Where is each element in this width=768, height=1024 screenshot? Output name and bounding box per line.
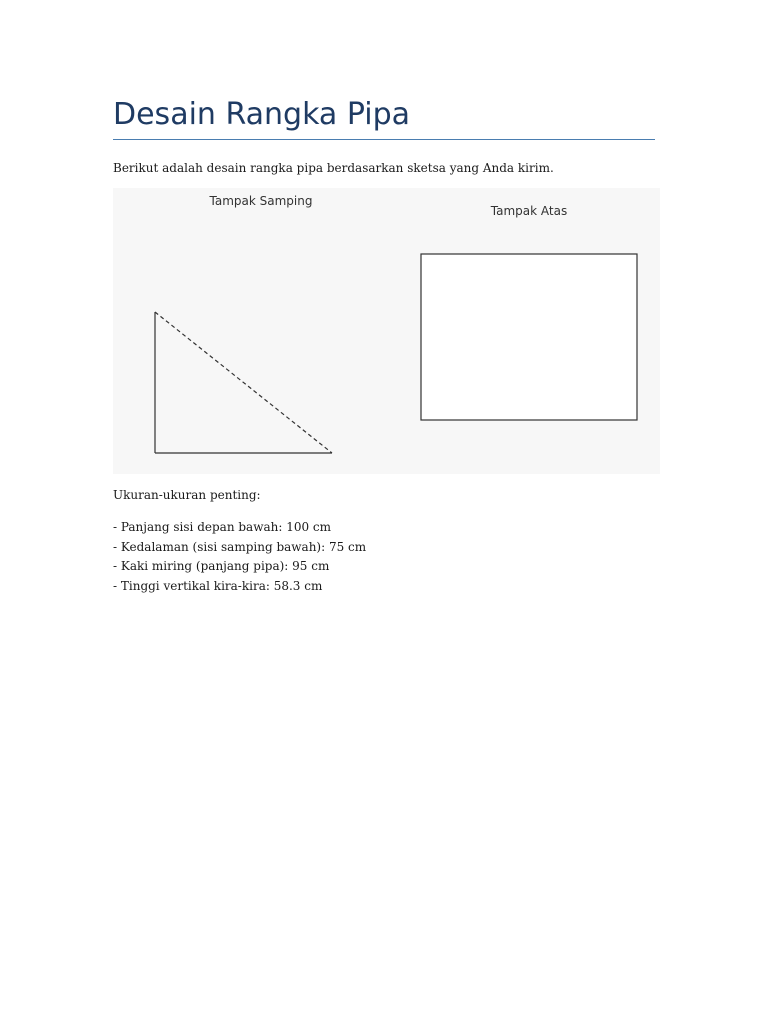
dimension-item: - Kedalaman (sisi samping bawah): 75 cm: [113, 539, 367, 554]
dimension-item: - Panjang sisi depan bawah: 100 cm: [113, 520, 332, 534]
side-view-label: Tampak Samping: [209, 194, 313, 208]
intro-paragraph: Berikut adalah desain rangka pipa berdasarkan sketsa yang Anda kirim.: [113, 161, 554, 175]
document-title: Desain Rangka Pipa: [113, 97, 411, 132]
top-view-label: Tampak Atas: [490, 204, 568, 218]
frame-diagram: [113, 188, 660, 474]
dimensions-heading: Ukuran-ukuran penting:: [113, 488, 261, 502]
top-view-rectangle: [421, 254, 637, 420]
dimensions-list: [113, 518, 366, 596]
frame-diagram-figure: [113, 188, 660, 474]
dimension-item: - Kaki miring (panjang pipa): 95 cm: [113, 559, 330, 573]
title-divider: [113, 139, 655, 140]
dimension-item: - Tinggi vertikal kira-kira: 58.3 cm: [113, 578, 323, 593]
